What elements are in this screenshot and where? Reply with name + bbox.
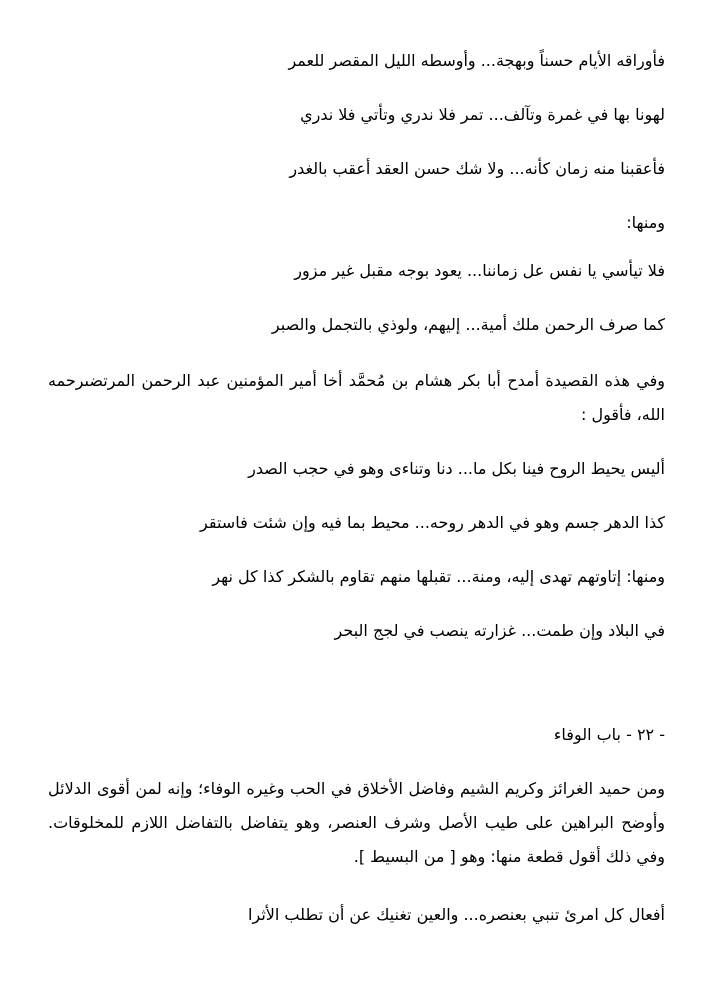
verse-line-2: لهونا بها في غمرة وتآلف... تمر فلا ندري وتأتي فلا ندري: [300, 105, 665, 124]
verse-line-6: أليس يحيط الروح فينا بكل ما... دنا وتناءى وهو في حجب الصدر: [248, 459, 665, 478]
prose-paragraph-2: ومن حميد الغرائز وكريم الشيم وفاضل الأخلاق في الحب وغيره الوفاء؛ وإنه لمن أقوى الدلائل وأوضح البراهين على طيب الأصل وشرف العنصر، وهو يتفاضل بالتفاضل اللازم للمخلوقات. وفي ذلك أقول قطعة منها: وهو [ من البسيط ].: [48, 779, 665, 866]
verse-line-1: فأوراقه الأيام حسناً وبهجة... وأوسطه الليل المقصر للعمر: [288, 51, 665, 70]
verse-line-9: في البلاد وإن طمت... غزارته ينصب في لجج البحر: [334, 621, 665, 640]
verse-line-10: أفعال كل امرئ تنبي بعنصره... والعين تغنيك عن أن تطلب الأثرا: [248, 905, 665, 924]
section-label-minha: ومنها:: [626, 213, 665, 232]
chapter-heading: - ٢٢ - باب الوفاء: [553, 725, 665, 744]
verse-line-7: كذا الدهر جسم وهو في الدهر روحه... محيط بما فيه وإن شئت فاستقر: [200, 513, 665, 532]
verse-line-5: كما صرف الرحمن ملك أمية... إليهم، ولوذي بالتجمل والصبر: [271, 315, 665, 334]
verse-line-8: ومنها: إتاوتهم تهدى إليه، ومنة... تقبلها منهم تقاوم بالشكر كذا كل نهر: [212, 567, 665, 586]
prose-paragraph-1: وفي هذه القصيدة أمدح أبا بكر هشام بن مُحمَّد أخا أمير المؤمنين عبد الرحمن المرتضىرحمه الله، فأقول :: [48, 371, 665, 424]
verse-line-4: فلا تيأسي يا نفس عل زماننا... يعود بوجه مقبل غير مزور: [294, 261, 665, 280]
verse-line-3: فأعقبنا منه زمان كأنه... ولا شك حسن العقد أعقب بالغدر: [289, 159, 665, 178]
